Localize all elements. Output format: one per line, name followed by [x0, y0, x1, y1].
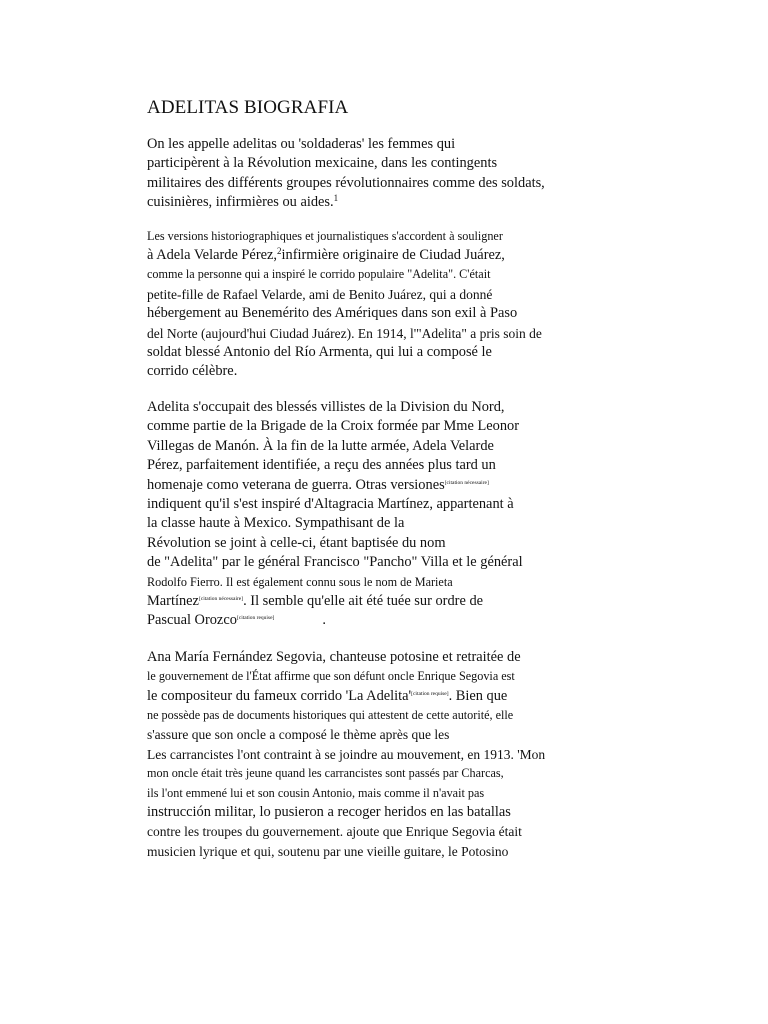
text-line: ne possède pas de documents historiques qui attestent de cette autorité, elle — [147, 707, 514, 722]
text-line: Les versions historiographiques et journalistiques s'accordent à souligner — [147, 228, 503, 243]
text-line: Révolution se joint à celle-ci, étant baptisée du nom — [147, 534, 446, 551]
text-line: hébergement au Benemérito des Amériques dans son exil à Paso — [147, 305, 518, 322]
text-fragment: cuisinières, infirmières ou aides. — [147, 194, 334, 211]
text-line: comme partie de la Brigade de la Croix formée par Mme Leonor — [147, 418, 520, 435]
text-line: s'assure que son oncle a composé le thème après que les — [147, 727, 450, 743]
text-line: corrido célèbre. — [147, 363, 238, 380]
footnote-ref[interactable]: 2 — [277, 246, 282, 257]
text-line: comme la personne qui a inspiré le corrido populaire "Adelita". C'était — [147, 267, 491, 282]
text-fragment: . — [322, 612, 326, 629]
text-line — [147, 592, 547, 611]
text-line: soldat blessé Antonio del Río Armenta, qui lui a composé le — [147, 344, 492, 361]
text-line: petite-fille de Rafael Velarde, ami de Benito Juárez, qui a donné — [147, 286, 493, 302]
text-line — [147, 611, 547, 630]
citation-needed-link[interactable]: [citation nécessaire] — [198, 595, 244, 602]
document-title: ADELITAS BIOGRAFIA — [147, 97, 349, 118]
text-line: le gouvernement de l'État affirme que son défunt oncle Enrique Segovia est — [147, 669, 515, 684]
citation-needed-link[interactable]: [citation nécessaire] — [444, 479, 489, 486]
text-line — [147, 687, 547, 706]
text-line: militaires des différents groupes révolutionnaires comme des soldats, — [147, 174, 545, 191]
text-line — [147, 476, 547, 495]
text-line: mon oncle était très jeune quand les carrancistes sont passés par Charcas, — [147, 766, 504, 781]
paragraph-3 — [147, 398, 547, 631]
text-line: musicien lyrique et qui, soutenu par une vieille guitare, le Potosino — [147, 843, 509, 859]
text-fragment: Pascual Orozco — [147, 612, 237, 629]
text-line: Ana María Fernández Segovia, chanteuse potosine et retraitée de — [147, 648, 521, 665]
text-line: Pérez, parfaitement identifiée, a reçu des années plus tard un — [147, 457, 496, 474]
text-fragment: Martínez — [147, 592, 199, 609]
text-line: indiquent qu'il s'est inspiré d'Altagracia Martínez, appartenant à — [147, 495, 514, 512]
text-fragment: . Bien que — [448, 687, 508, 704]
paragraph-1 — [147, 135, 547, 213]
document-page — [147, 96, 547, 861]
paragraph-2 — [147, 227, 547, 382]
text-line: del Norte (aujourd'hui Ciudad Juárez). En 1914, l'"Adelita" a pris soin de — [147, 325, 542, 341]
footnote-ref[interactable]: 1 — [333, 193, 339, 204]
text-line: Rodolfo Fierro. Il est également connu sous le nom de Marieta — [147, 574, 453, 589]
text-fragment: à Adela Velarde Pérez, — [147, 247, 277, 264]
text-line — [147, 246, 547, 265]
text-line: la classe haute à Mexico. Sympathisant de la — [147, 515, 405, 532]
paragraph-4 — [147, 648, 547, 861]
text-fragment: homenaje como veterana de guerra. Otras versiones — [147, 476, 445, 493]
citation-required-link[interactable]: [citation requise] — [236, 615, 275, 622]
text-line: participèrent à la Révolution mexicaine, dans les contingents — [147, 155, 498, 172]
text-fragment: infirmière originaire de Ciudad Juárez, — [281, 247, 505, 264]
text-fragment: le compositeur du fameux corrido 'La Adelita' — [147, 687, 412, 704]
text-line: Les carrancistes l'ont contraint à se joindre au mouvement, en 1913. 'Mon — [147, 746, 546, 762]
text-line: On les appelle adelitas ou 'soldaderas' les femmes qui — [147, 136, 456, 152]
text-line: contre les troupes du gouvernement. ajoute que Enrique Segovia était — [147, 824, 522, 840]
text-line: instrucción militar, lo pusieron a recoger heridos en las batallas — [147, 804, 511, 820]
citation-required-link[interactable]: [citation requise] — [411, 690, 449, 697]
text-fragment: . Il semble qu'elle ait été tuée sur ordre de — [243, 592, 484, 609]
text-line: ils l'ont emmené lui et son cousin Antonio, mais comme il n'avait pas — [147, 785, 485, 800]
text-line: de "Adelita" par le général Francisco "Pancho" Villa et le général — [147, 554, 523, 571]
text-line: Adelita s'occupait des blessés villistes de la Division du Nord, — [147, 398, 505, 415]
text-line — [147, 193, 547, 212]
text-line: Villegas de Manón. À la fin de la lutte armée, Adela Velarde — [147, 437, 494, 454]
